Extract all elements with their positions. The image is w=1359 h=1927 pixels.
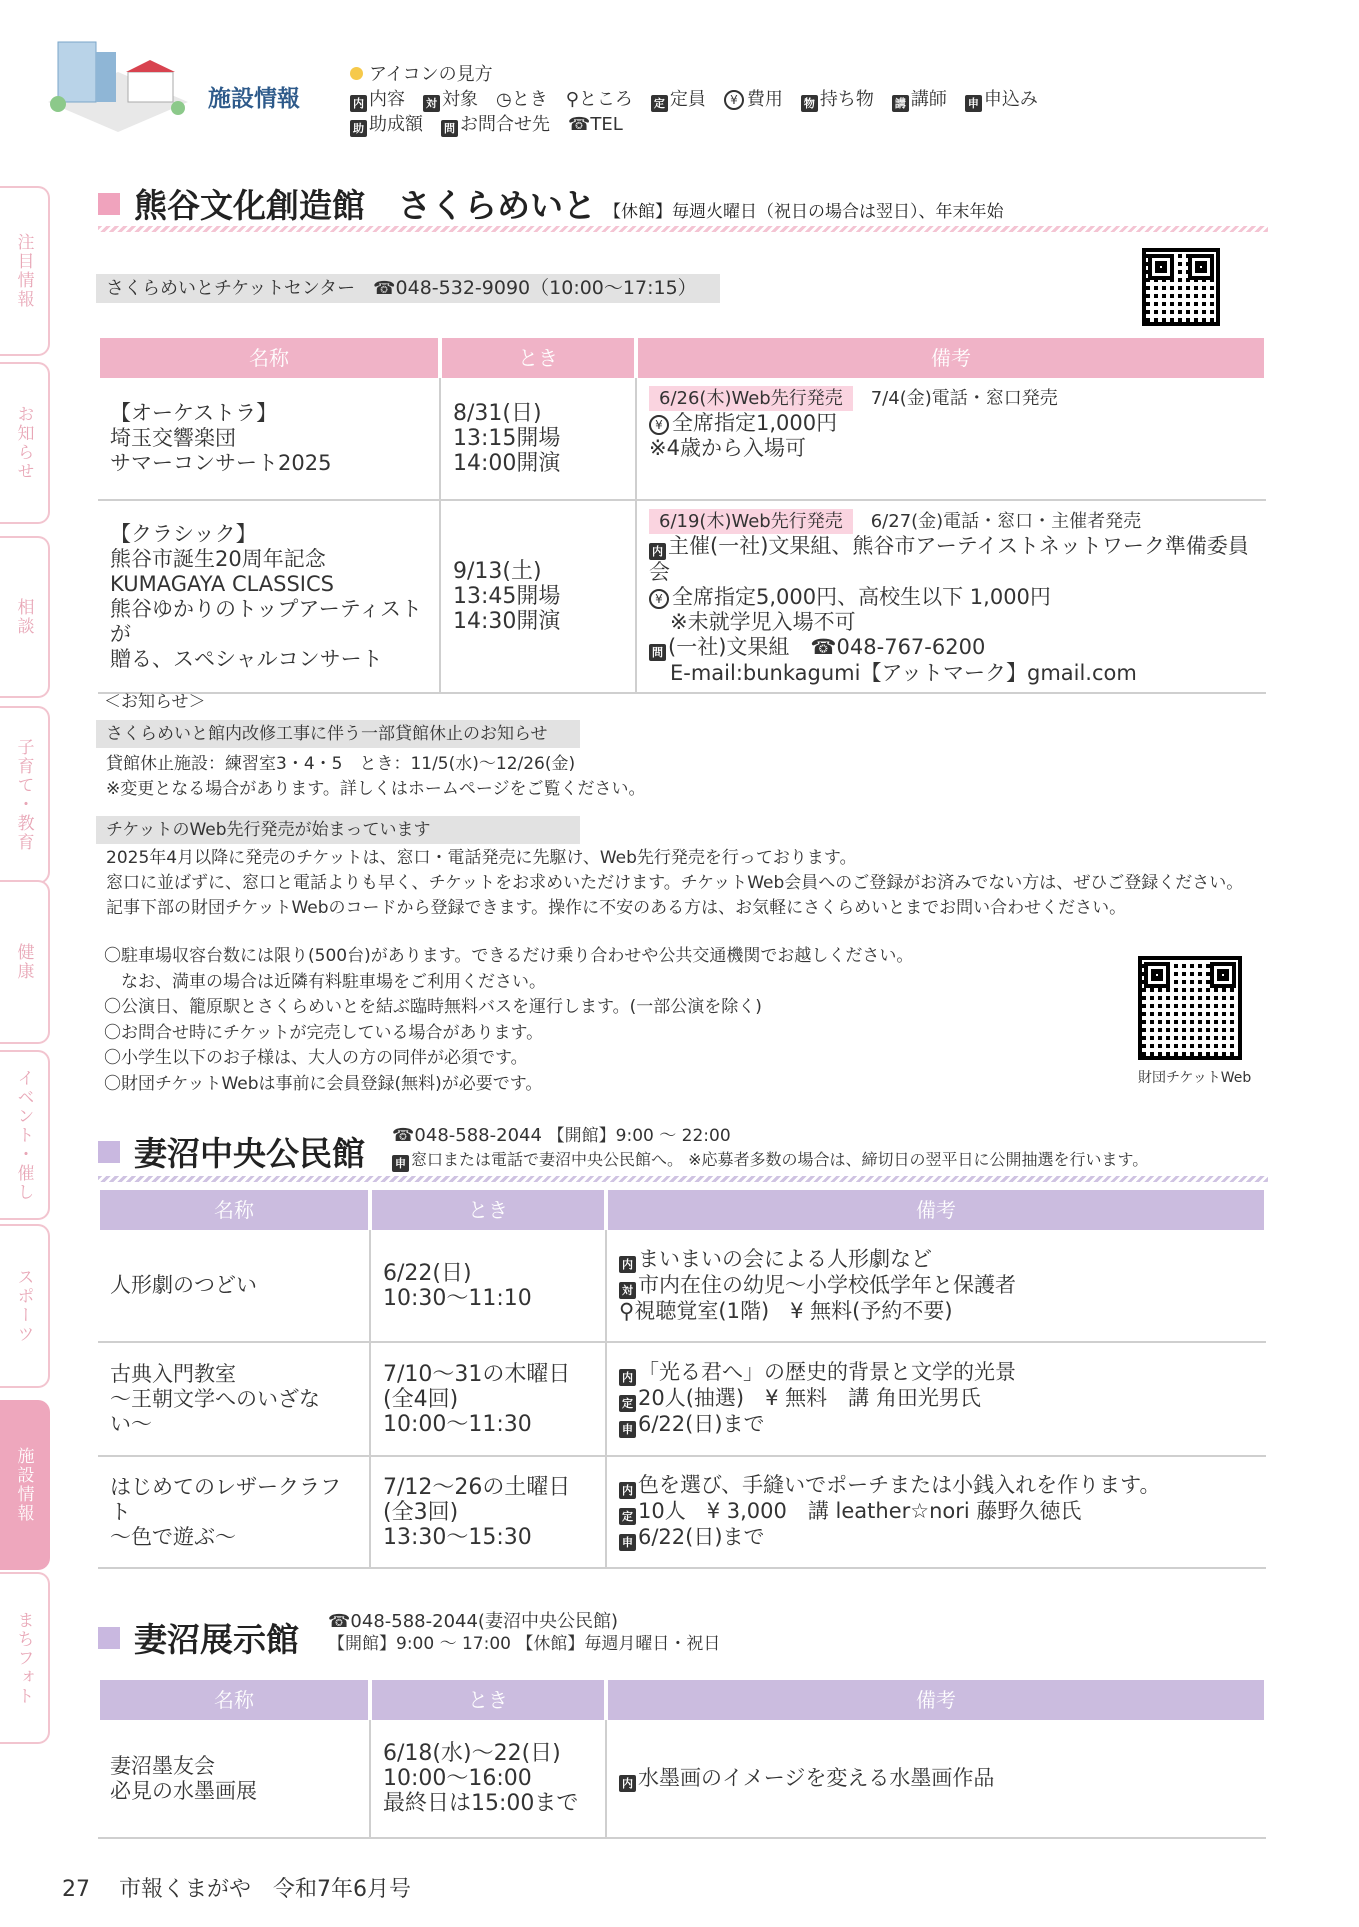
- cell-line: 7/12〜26の土曜日: [383, 1474, 571, 1500]
- note-text: 「光る君へ」の歴史的背景と文学的光景: [638, 1360, 1016, 1384]
- dot-icon: [350, 67, 363, 80]
- cell-line: 熊谷市誕生20周年記念: [110, 546, 326, 571]
- cell-line: 6/22(日): [383, 1260, 472, 1286]
- menuma-info: [392, 1124, 1148, 1172]
- cell-line: (全3回): [383, 1499, 459, 1525]
- th-name: 名称: [98, 1190, 370, 1230]
- yen-icon: ¥: [649, 415, 669, 435]
- legend-icon: 申: [965, 95, 982, 112]
- legend-icon: 問: [649, 644, 666, 661]
- th-name: 名称: [98, 338, 440, 378]
- menuma-table: [96, 1190, 1268, 1569]
- cell-line: 人形劇のつどい: [110, 1273, 257, 1297]
- menuma-apply: 窓口または電話で妻沼中央公民館へ。 ※応募者多数の場合は、締切日の翌平日に公開抽選を行います。: [411, 1150, 1149, 1169]
- notice1-title: さくらめいと館内改修工事に伴う一部貸館休止のお知らせ: [96, 720, 580, 748]
- note-line: [619, 1473, 1254, 1499]
- legend-icon: 物: [801, 95, 818, 112]
- note-text: E-mail:bunkagumi【アットマーク】gmail.com: [649, 661, 1137, 685]
- cell-line: 【クラシック】: [110, 521, 257, 546]
- cell-line: 埼玉交響楽団: [110, 426, 236, 450]
- note-text: 全席指定1,000円: [672, 411, 838, 435]
- legend-icon: 内: [619, 1256, 636, 1273]
- event-name: [98, 378, 440, 500]
- sidebar-tab-label: 施設情報: [13, 1447, 34, 1523]
- sidebar-tab[interactable]: [0, 1400, 50, 1570]
- notice-head: ＜お知らせ＞: [104, 692, 206, 712]
- cell-line: 8/31(日): [453, 401, 542, 426]
- event-notes: [606, 1720, 1266, 1838]
- pin-icon: ⚲: [619, 1299, 635, 1323]
- menuma-title-text: 妻沼中央公民館: [134, 1134, 365, 1173]
- event-name: [98, 1456, 370, 1568]
- building-illustration: [38, 32, 198, 132]
- legend-label: お問合せ先: [460, 114, 550, 135]
- cell-line: 7/10〜31の木曜日: [383, 1361, 571, 1387]
- sidebar-tab-label: お知らせ: [13, 405, 34, 481]
- event-name: [98, 1342, 370, 1456]
- legend-label: 講師: [910, 89, 947, 110]
- note-line: [649, 661, 1254, 686]
- sidebar-tab-label: まちフォト: [13, 1610, 34, 1706]
- notice2-line: 窓口に並ばずに、窓口と電話よりも早く、チケットをお求めいただけます。チケットWeb会員へのご登録がお済みでない方は、ぜひご登録ください。: [106, 873, 1244, 893]
- clock-icon: ◷: [496, 89, 512, 110]
- legend-icon: 対: [423, 95, 440, 112]
- event-name: [98, 1230, 370, 1342]
- note-line: [649, 534, 1254, 585]
- notice2-line: 記事下部の財団チケットWebのコードから登録できます。操作に不安のある方は、お気軽にさくらめいとまでお問い合わせください。: [106, 898, 1127, 918]
- note-text: 全席指定5,000円、高校生以下 1,000円: [672, 585, 1051, 609]
- menuma-open: 【開館】9:00 〜 22:00: [547, 1126, 731, 1146]
- sidebar-tab[interactable]: [0, 1572, 50, 1744]
- event-date: [370, 1230, 606, 1342]
- cell-line: KUMAGAYA CLASSICS: [110, 571, 334, 596]
- legend-icon: 内: [350, 95, 367, 112]
- note-text: 視聴覚室(1階) ¥ 無料(予約不要): [634, 1299, 953, 1323]
- pink-square-icon: [98, 193, 120, 215]
- sidebar-tab-label: イベント・催し: [13, 1068, 34, 1202]
- sidebar-tab-label: 相談: [13, 598, 34, 636]
- legend-label: 持ち物: [819, 89, 874, 110]
- phone-sale: 6/27(金)電話・窓口・主催者発売: [870, 511, 1142, 532]
- note-line: [619, 1386, 1254, 1412]
- sakura-closed: 【休館】毎週火曜日（祝日の場合は翌日）、年末年始: [604, 202, 1004, 222]
- notice1-line: ※変更となる場合があります。詳しくはホームページをご覧ください。: [106, 779, 646, 799]
- note-line: [649, 610, 1254, 635]
- phone-icon: ☎: [373, 278, 396, 299]
- event-notes: [636, 378, 1266, 500]
- legend-icon: 定: [619, 1395, 636, 1412]
- th-notes: 備考: [606, 1680, 1266, 1720]
- icon-legend: [350, 62, 1056, 137]
- section-title: 施設情報: [208, 86, 300, 112]
- cell-line: 13:45開場: [453, 584, 561, 609]
- menuma-tel: 048-588-2044: [414, 1125, 542, 1146]
- legend-icon: 申: [619, 1421, 636, 1438]
- event-date: [370, 1720, 606, 1838]
- cell-line: (全4回): [383, 1386, 459, 1412]
- th-notes: 備考: [636, 338, 1266, 378]
- legend-label: 定員: [669, 89, 706, 110]
- note-line: [619, 1499, 1254, 1525]
- qr-code-icon[interactable]: [1142, 248, 1220, 326]
- phone-icon: ☎: [392, 1125, 415, 1146]
- note-text: 6/22(日)まで: [638, 1525, 765, 1549]
- legend-label: 助成額: [369, 114, 423, 135]
- sakura-title-text: 熊谷文化創造館 さくらめいと: [134, 186, 596, 225]
- event-name: [98, 1720, 370, 1838]
- event-notes: [606, 1456, 1266, 1568]
- th-name: 名称: [98, 1680, 370, 1720]
- table-row: [98, 500, 1266, 693]
- legend-label: 内容: [369, 89, 405, 110]
- sidebar-tab-label: スポーツ: [13, 1268, 34, 1344]
- note-line: [619, 1525, 1254, 1551]
- legend-icon: 内: [619, 1369, 636, 1386]
- legend-icon: 対: [619, 1282, 636, 1299]
- th-date: とき: [370, 1680, 606, 1720]
- note-line: [619, 1766, 1254, 1792]
- web-sale-badge: 6/26(木)Web先行発売: [649, 386, 853, 411]
- sidebar-tab[interactable]: [0, 536, 50, 698]
- table-row: [98, 1456, 1266, 1568]
- notice2-title: チケットのWeb先行発売が始まっています: [96, 816, 580, 844]
- event-date: [370, 1342, 606, 1456]
- tenji-table: [96, 1680, 1268, 1839]
- legend-label: TEL: [590, 114, 623, 135]
- cell-line: 10:00〜11:30: [383, 1411, 532, 1437]
- cell-line: 贈る、スペシャルコンサート: [110, 646, 383, 671]
- notice1-line: 貸館休止施設：練習室3・4・5 とき：11/5(水)〜12/26(金): [106, 754, 576, 774]
- event-date: [370, 1456, 606, 1568]
- note-text: 6/22(日)まで: [638, 1412, 765, 1436]
- phone-sale: 7/4(金)電話・窓口発売: [870, 388, 1058, 409]
- legend-icon: 講: [892, 95, 909, 112]
- note-text: ※未就学児入場不可: [649, 610, 856, 634]
- pin-icon: ⚲: [565, 89, 579, 110]
- legend-icon: 助: [350, 120, 367, 137]
- legend-icon: 問: [441, 120, 458, 137]
- cell-line: 6/18(水)〜22(日): [383, 1741, 561, 1766]
- yen-icon: ¥: [724, 90, 744, 110]
- tenji-info: [328, 1610, 720, 1656]
- qr-code-icon[interactable]: [1138, 956, 1242, 1060]
- table-row: [98, 1720, 1266, 1838]
- footer: [62, 1872, 411, 1903]
- th-date: とき: [440, 338, 636, 378]
- ticket-center-name: さくらめいとチケットセンター: [106, 278, 356, 299]
- sale-line: [649, 386, 1254, 411]
- cell-line: 最終日は15:00まで: [383, 1791, 579, 1816]
- cell-line: サマーコンサート2025: [110, 451, 332, 475]
- sakura-table: [96, 338, 1268, 694]
- menuma-title: [98, 1128, 365, 1175]
- table-row: [98, 1342, 1266, 1456]
- cell-line: 10:00〜16:00: [383, 1766, 532, 1791]
- note-line: [619, 1299, 1254, 1324]
- note-text: 10人 ¥ 3,000 講 leather☆nori 藤野久徳氏: [638, 1499, 1082, 1523]
- sale-line: [649, 509, 1254, 534]
- yen-icon: ¥: [649, 589, 669, 609]
- sidebar-tab-label: 注目情報: [13, 233, 34, 309]
- sidebar-tab[interactable]: [0, 1050, 50, 1220]
- note-line: [619, 1412, 1254, 1438]
- event-notes: [636, 500, 1266, 693]
- sakura-title: [98, 180, 1004, 227]
- qr-caption: 財団チケットWeb: [1138, 1070, 1252, 1086]
- note-line: 〇公演日、籠原駅とさくらめいとを結ぶ臨時無料バスを運行します。(一部公演を除く): [104, 997, 762, 1017]
- tenji-title: [98, 1614, 299, 1661]
- phone-icon: ☎: [568, 114, 591, 135]
- sidebar-tab-label: 子育て・教育: [13, 738, 34, 852]
- purple-square-icon: [98, 1141, 120, 1163]
- note-text: (一社)文果組 ☎048-767-6200: [668, 635, 986, 659]
- web-sale-badge: 6/19(木)Web先行発売: [649, 509, 853, 534]
- note-text: 市内在住の幼児〜小学校低学年と保護者: [638, 1273, 1016, 1297]
- tenji-hours: 【開館】9:00 〜 17:00 【休館】毎週月曜日・祝日: [328, 1634, 721, 1654]
- sidebar-tab-label: 健康: [13, 943, 34, 981]
- cell-line: 必見の水墨画展: [110, 1778, 257, 1803]
- tenji-title-text: 妻沼展示館: [134, 1620, 299, 1659]
- th-date: とき: [370, 1190, 606, 1230]
- note-line: [619, 1273, 1254, 1299]
- divider: [98, 1176, 1268, 1182]
- ticket-tel: 048-532-9090（10:00〜17:15）: [395, 277, 697, 299]
- note-line: 〇小学生以下のお子様は、大人の方の同伴が必須です。: [104, 1048, 528, 1068]
- legend-label: 対象: [442, 89, 478, 110]
- note-text: 主催(一社)文果組、熊谷市アーテイストネットワーク準備委員会: [649, 534, 1249, 584]
- cell-line: 10:30〜11:10: [383, 1285, 532, 1311]
- note-line: [619, 1247, 1254, 1273]
- note-line: 〇財団チケットWebは事前に会員登録(無料)が必要です。: [104, 1073, 543, 1094]
- note-line: なお、満車の場合は近隣有料駐車場をご利用ください。: [104, 971, 546, 992]
- ticket-center: [96, 274, 720, 303]
- cell-line: 熊谷ゆかりのトップアーティストが: [110, 596, 423, 646]
- note-text: 20人(抽選) ¥ 無料 講 角田光男氏: [638, 1386, 981, 1410]
- publication: 市報くまがや 令和7年6月号: [119, 1877, 411, 1902]
- cell-line: 【オーケストラ】: [110, 401, 278, 425]
- legend-label: ところ: [578, 89, 633, 110]
- th-notes: 備考: [606, 1190, 1266, 1230]
- note-line: [649, 585, 1254, 610]
- note-line: 〇駐車場収容台数には限り(500台)があります。できるだけ乗り合わせや公共交通機関でお越しください。: [104, 946, 914, 966]
- note-line: [649, 411, 1254, 436]
- legend-label: とき: [511, 89, 548, 110]
- legend-icon: 定: [651, 95, 668, 112]
- note-line: [619, 1360, 1254, 1386]
- phone-icon: ☎: [328, 1611, 351, 1632]
- cell-line: 14:00開演: [453, 451, 561, 476]
- legend-icon: 内: [649, 543, 666, 560]
- sidebar-tab[interactable]: [0, 362, 50, 524]
- page-number: 27: [62, 1877, 90, 1902]
- legend-title: アイコンの見方: [369, 64, 493, 85]
- cell-line: はじめてのレザークラフト: [110, 1474, 341, 1524]
- legend-label: 申込み: [983, 89, 1038, 110]
- event-date: [440, 500, 636, 693]
- cell-line: 〜色で遊ぶ〜: [110, 1524, 236, 1549]
- notice2-line: 2025年4月以降に発売のチケットは、窓口・電話発売に先駆け、Web先行発売を行っております。: [106, 848, 857, 868]
- cell-line: 14:30開演: [453, 609, 561, 634]
- sidebar-tab[interactable]: [0, 1224, 50, 1388]
- note-line: 〇お問合せ時にチケットが完売している場合があります。: [104, 1022, 544, 1043]
- legend-icon: 内: [619, 1482, 636, 1499]
- sidebar-tab[interactable]: [0, 880, 50, 1044]
- event-notes: [606, 1342, 1266, 1456]
- cell-line: 妻沼墨友会: [110, 1753, 215, 1778]
- sidebar-tab[interactable]: [0, 706, 50, 884]
- table-row: [98, 1230, 1266, 1342]
- note-text: まいまいの会による人形劇など: [638, 1247, 932, 1271]
- note-text: 水墨画のイメージを変える水墨画作品: [638, 1765, 995, 1790]
- legend-icon: 内: [619, 1775, 636, 1792]
- table-row: [98, 378, 1266, 500]
- sidebar-tab[interactable]: [0, 186, 50, 356]
- note-text: ※4歳から入場可: [649, 436, 806, 460]
- apply-icon: 申: [392, 1155, 409, 1172]
- cell-line: 9/13(土): [453, 559, 542, 584]
- divider: [98, 226, 1268, 232]
- legend-label: 費用: [746, 89, 783, 110]
- event-notes: [606, 1230, 1266, 1342]
- tenji-tel: 048-588-2044(妻沼中央公民館): [350, 1611, 618, 1632]
- legend-icon: 定: [619, 1508, 636, 1525]
- cell-line: 古典入門教室: [110, 1361, 236, 1386]
- legend-icon: 申: [619, 1534, 636, 1551]
- event-date: [440, 378, 636, 500]
- cell-line: 〜王朝文学へのいざない〜: [110, 1386, 320, 1436]
- purple-square-icon: [98, 1627, 120, 1649]
- event-name: [98, 500, 440, 693]
- cell-line: 13:15開場: [453, 426, 561, 451]
- note-line: [649, 635, 1254, 661]
- note-line: [649, 436, 1254, 461]
- cell-line: 13:30〜15:30: [383, 1524, 532, 1550]
- note-text: 色を選び、手縫いでポーチまたは小銭入れを作ります。: [638, 1473, 1161, 1497]
